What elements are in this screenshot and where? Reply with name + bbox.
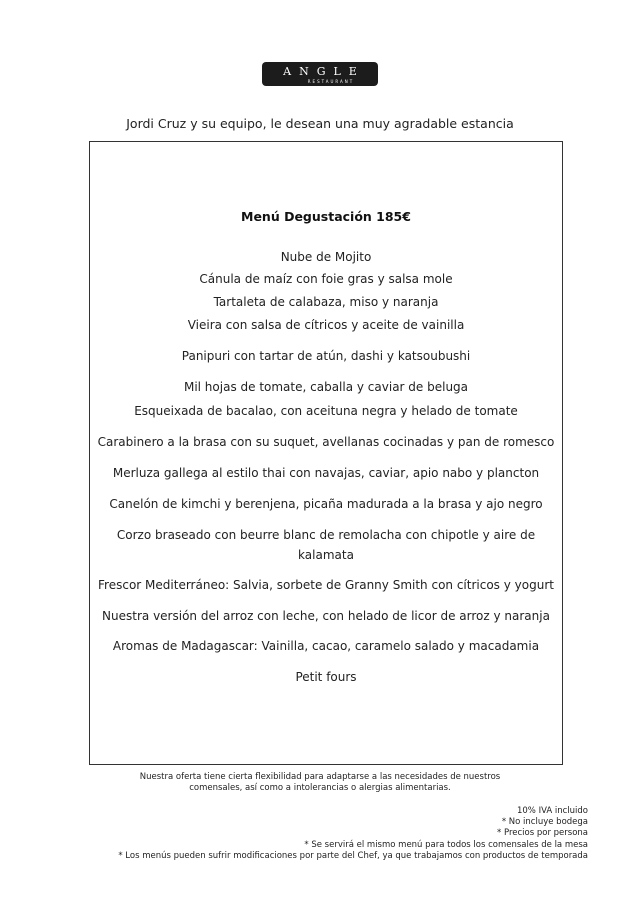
menu-dish: Nuestra versión del arroz con leche, con helado de licor de arroz y naranja	[102, 609, 550, 623]
menu-dish: Canelón de kimchi y berenjena, picaña madurada a la brasa y ajo negro	[109, 497, 543, 511]
logo-subtitle: RESTAURANT	[307, 79, 355, 84]
footnote-iva: 10% IVA incluido	[516, 806, 588, 816]
restaurant-logo	[262, 62, 378, 86]
logo-name: ANGLE	[283, 65, 365, 78]
footnote-precios: * Precios por persona	[497, 828, 588, 839]
menu-dish-continued: kalamata	[298, 548, 354, 562]
menu-dish: Panipuri con tartar de atún, dashi y katsoubushi	[181, 349, 471, 363]
menu-box	[89, 141, 563, 765]
footnote-same-menu: * Se servirá el mismo menú para todos los comensales de la mesa	[304, 839, 588, 850]
menu-dish: Tartaleta de calabaza, miso y naranja	[213, 295, 439, 309]
menu-dish: Merluza gallega al estilo thai con navajas, caviar, apio nabo y plancton	[112, 466, 540, 480]
flexibility-note-line: comensales, así como a intolerancias o alergias alimentarias.	[189, 783, 451, 793]
menu-title: Menú Degustación 185€	[241, 209, 411, 224]
menu-dish: Nube de Mojito	[280, 250, 372, 264]
menu-dish: Vieira con salsa de cítricos y aceite de vainilla	[187, 318, 465, 332]
menu-dish: Frescor Mediterráneo: Salvia, sorbete de Granny Smith con cítricos y yogurt	[98, 578, 554, 592]
menu-dish: Carabinero a la brasa con su suquet, avellanas cocinadas y pan de romesco	[97, 435, 555, 449]
greeting-text: Jordi Cruz y su equipo, le desean una muy agradable estancia	[126, 116, 514, 131]
menu-dish: Mil hojas de tomate, caballa y caviar de beluga	[183, 380, 469, 394]
flexibility-note	[100, 772, 540, 794]
menu-dish: Corzo braseado con beurre blanc de remolacha con chipotle y aire de	[116, 528, 536, 542]
menu-dish: Cánula de maíz con foie gras y salsa mole	[199, 272, 453, 286]
footnote-bodega: * No incluye bodega	[501, 817, 588, 828]
footnotes	[118, 806, 588, 862]
menu-dish: Esqueixada de bacalao, con aceituna negra y helado de tomate	[134, 404, 518, 418]
menu-dish: Aromas de Madagascar: Vainilla, cacao, caramelo salado y macadamia	[112, 639, 540, 653]
flexibility-note-line: Nuestra oferta tiene cierta flexibilidad para adaptarse a las necesidades de nuestros	[139, 772, 501, 782]
footnote-modifications: * Los menús pueden sufrir modificaciones por parte del Chef, ya que trabajamos con productos de temporada	[118, 850, 588, 861]
menu-dish: Petit fours	[295, 670, 357, 684]
